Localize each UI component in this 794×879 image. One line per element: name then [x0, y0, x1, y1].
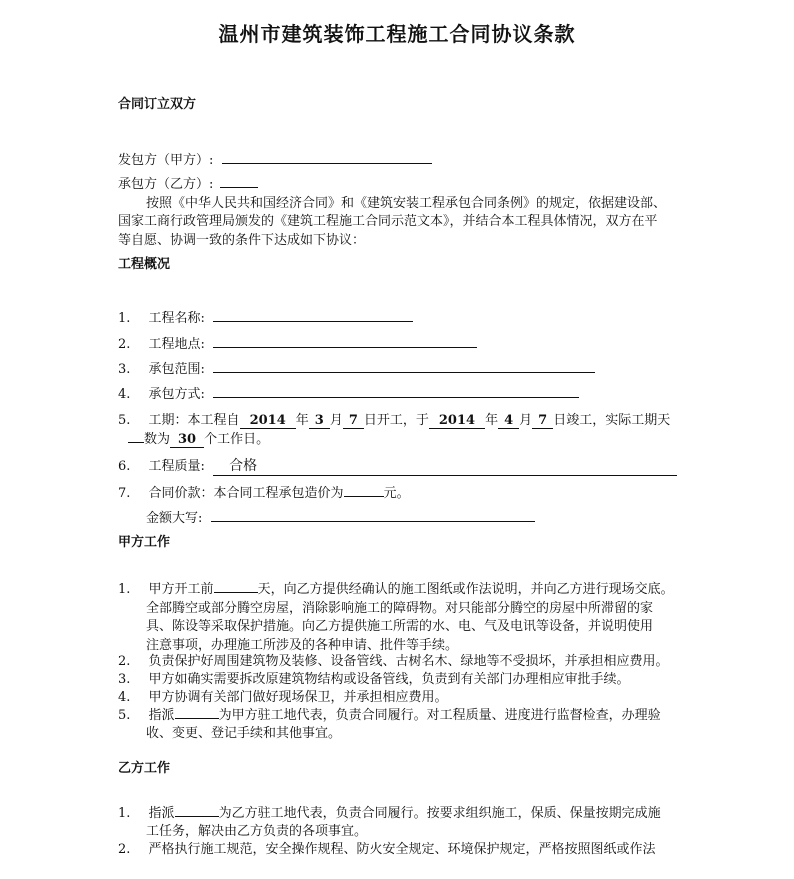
- item-number: 4.: [118, 690, 131, 705]
- contract-method-label: 承包方式:: [148, 387, 205, 402]
- party-a-item-1-line-3: 具、陈设等采取保护措施。向乙方提供施工所需的水、电、气及电讯等设备，并说明使用: [146, 619, 654, 634]
- overview-item-3: [118, 358, 595, 377]
- start-day[interactable]: 7: [343, 413, 364, 429]
- start-month[interactable]: 3: [309, 413, 330, 429]
- party-b-item-1: [118, 802, 661, 821]
- party-b-item-1-post: 为乙方驻工地代表，负责合同履行。按要求组织施工，保质、保量按期完成施: [218, 806, 661, 821]
- contract-scope-label: 承包范围:: [148, 362, 205, 377]
- party-a-item-3-text: 甲方如确实需要拆改原建筑物结构或设备管线，负责到有关部门办理相应审批手续。: [148, 672, 630, 687]
- end-year[interactable]: 2014: [429, 413, 485, 429]
- start-year[interactable]: 2014: [240, 413, 296, 429]
- party-b-item-1-pre: 指派: [148, 806, 175, 821]
- item-number: 2.: [118, 654, 131, 669]
- workdays-value[interactable]: 30: [170, 432, 204, 448]
- party-a-item-1-pre: 甲方开工前: [148, 582, 214, 597]
- item-number: 7.: [118, 486, 131, 501]
- party-a-item-1-line-4: 注意事项，办理施工所涉及的各种申请、批件等手续。: [146, 638, 459, 653]
- year-label: 年: [295, 413, 309, 428]
- overview-item-1: [118, 307, 413, 326]
- party-a-item-1-post: 天，向乙方提供经确认的施工图纸或作法说明，并向乙方进行现场交底。: [257, 582, 674, 597]
- project-name-label: 工程名称:: [148, 311, 205, 326]
- project-location-label: 工程地点:: [148, 337, 205, 352]
- party-b-blank[interactable]: [220, 175, 258, 188]
- amount-in-words-blank[interactable]: [211, 509, 535, 522]
- section-heading-parties: 合同订立双方: [118, 97, 197, 112]
- overview-item-2: [118, 333, 477, 352]
- overview-item-4: [118, 383, 579, 402]
- party-b-item-1-line-2: 工任务，解决由乙方负责的各项事宜。: [146, 824, 368, 839]
- overview-item-5-cont: [128, 428, 269, 447]
- party-b-item-2-text: 严格执行施工规范，安全操作规程、防火安全规定、环境保护规定，严格按照图纸或作法: [148, 842, 656, 857]
- item-number: 5.: [118, 708, 131, 723]
- party-a-item-4-text: 甲方协调有关部门做好现场保卫，并承担相应费用。: [148, 690, 448, 705]
- party-a-item-1: [118, 578, 674, 597]
- quality-field[interactable]: [213, 455, 677, 476]
- workdays-unit: 个工作日。: [204, 432, 270, 447]
- document-title: 温州市建筑装饰工程施工合同协议条款: [218, 22, 576, 46]
- amount-in-words-label: 金额大写:: [146, 511, 203, 526]
- amount-in-words-line: [146, 507, 535, 526]
- party-a-item-5-line-2: 收、变更、登记手续和其他事宜。: [146, 726, 342, 741]
- party-a-line: [118, 149, 432, 168]
- party-b-label: 承包方（乙方）:: [118, 177, 214, 192]
- party-b-representative-blank[interactable]: [175, 804, 219, 817]
- party-a-representative-blank[interactable]: [175, 706, 219, 719]
- party-a-item-2-text: 负责保护好周围建筑物及装修、设备管线、古树名木、绿地等不受损坏，并承担相应费用。: [148, 654, 669, 669]
- overview-item-7: [118, 482, 410, 501]
- end-month[interactable]: 4: [498, 413, 519, 429]
- item-number: 3.: [118, 362, 131, 377]
- item-number: 1.: [118, 311, 131, 326]
- section-heading-party-a: 甲方工作: [118, 535, 171, 550]
- party-a-item-4: [118, 686, 448, 705]
- party-a-item-5-pre: 指派: [148, 708, 175, 723]
- party-a-label: 发包方（甲方）:: [118, 153, 214, 168]
- overview-item-6: [118, 455, 677, 476]
- year-label: 年: [485, 413, 499, 428]
- item-number: 2.: [118, 842, 131, 857]
- party-b-item-2: [118, 838, 656, 857]
- contract-method-blank[interactable]: [213, 385, 579, 398]
- month-label: 月: [519, 413, 533, 428]
- section-heading-overview: 工程概况: [118, 257, 171, 272]
- quality-label: 工程质量:: [148, 459, 205, 474]
- party-b-line: [118, 173, 258, 192]
- start-text: 日开工，于: [363, 413, 429, 428]
- party-a-item-1-line-2: 全部腾空或部分腾空房屋，消除影响施工的障碍物。对只能部分腾空的房屋中所滞留的家: [146, 601, 654, 616]
- preamble-line-1: 按照《中华人民共和国经济合同》和《建筑安装工程承包合同条例》的规定，依据建设部、: [146, 196, 667, 211]
- section-heading-party-b: 乙方工作: [118, 761, 171, 776]
- price-unit: 元。: [383, 486, 410, 501]
- project-name-blank[interactable]: [213, 309, 413, 322]
- party-a-item-2: [118, 650, 669, 669]
- end-day[interactable]: 7: [532, 413, 553, 429]
- item-number: 4.: [118, 387, 131, 402]
- item-number: 5.: [118, 413, 131, 428]
- workdays-lead-blank: [128, 430, 144, 443]
- party-a-item-3: [118, 668, 630, 687]
- preamble-line-3: 等自愿、协调一致的条件下达成如下协议：: [118, 233, 366, 248]
- project-location-blank[interactable]: [213, 335, 477, 348]
- duration-label: 工期：本工程自: [148, 413, 240, 428]
- contract-price-label: 合同价款：本合同工程承包造价为: [148, 486, 344, 501]
- item-number: 1.: [118, 582, 131, 597]
- preamble-line-2: 国家工商行政管理局颁发的《建筑工程施工合同示范文本》，并结合本工程具体情况，双方在平: [118, 214, 658, 229]
- party-a-item-5-post: 为甲方驻工地代表，负责合同履行。对工程质量、进度进行监督检查，办理验: [218, 708, 661, 723]
- quality-value: 合格: [229, 458, 258, 474]
- party-a-item-5: [118, 704, 661, 723]
- contract-price-blank[interactable]: [344, 484, 384, 497]
- workdays-label: 数为: [144, 432, 171, 447]
- days-before-blank[interactable]: [214, 580, 258, 593]
- end-text: 日竣工，实际工期天: [553, 413, 671, 428]
- item-number: 2.: [118, 337, 131, 352]
- overview-item-5: [118, 409, 670, 428]
- month-label: 月: [329, 413, 343, 428]
- item-number: 3.: [118, 672, 131, 687]
- party-a-blank[interactable]: [222, 151, 432, 164]
- contract-scope-blank[interactable]: [213, 360, 595, 373]
- item-number: 1.: [118, 806, 131, 821]
- item-number: 6.: [118, 459, 131, 474]
